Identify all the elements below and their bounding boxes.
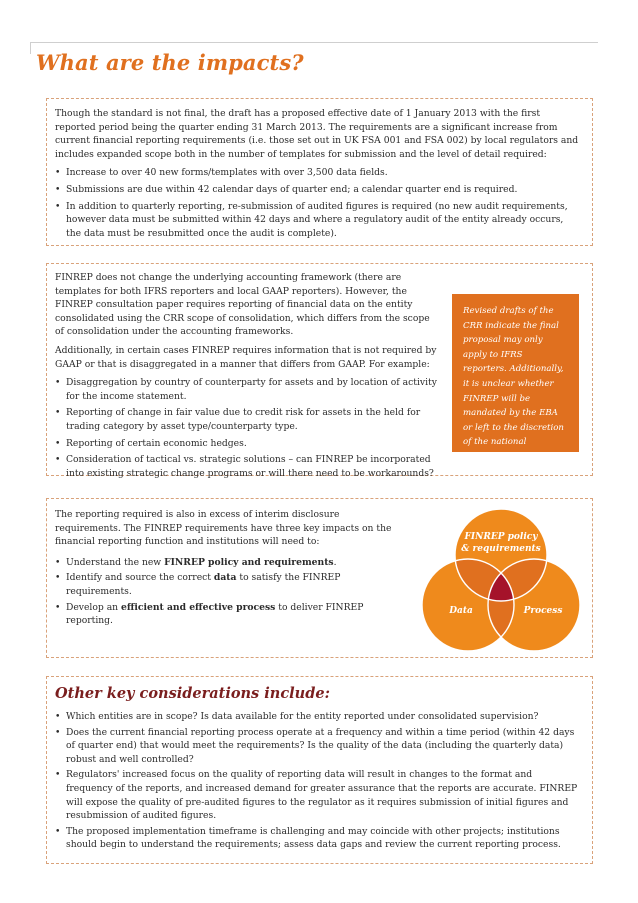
considerations-bullet-list [55,710,580,852]
list-item: • Reporting of certain economic hedges. [55,437,439,451]
bullet-emphasis: efficient and effective process [121,601,276,613]
list-item [55,571,405,598]
list-item: • Regulators' increased focus on the quality of reporting data will result in changes to the format and frequency of the reports, and increased demand for greater assurance that the reports are accurate. FINREP will expose the quality of pre-audited figures to the regulator as it requires submission of initial figures and resubmission of audited figures. [55,768,580,822]
framework-paragraph-1: FINREP does not change the underlying accounting framework (there are templates for both IFRS reporters and local GAAP reporters). However, the FINREP consultation paper requires reporting of financial data on the entity consolidated using the CRR scope of consolidation, which differs from the scope of consolidation under the accounting frameworks. [55,272,430,338]
list-item: • Consideration of tactical vs. strategic solutions – can FINREP be incorporated into existing strategic change programs or will there need to be workarounds? [55,453,439,480]
reporting-bullet-list [55,556,405,628]
list-item: • Increase to over 40 new forms/templates with over 3,500 data fields. [55,166,580,180]
page-title: What are the impacts? [36,50,304,75]
bullet-text: . [333,556,337,568]
bullet-text: to deliver FINREP reporting. [66,601,364,627]
callout-note: Revised drafts of the CRR indicate the final proposal may only apply to IFRS reporters. Additionally, it is unclear whether FINREP will be mandated by the EBA or left to the discretion of the national regulators. [452,294,579,452]
top-rule-tick [30,42,31,54]
considerations-title: Other key considerations include: [55,685,330,702]
venn-diagram [416,505,586,655]
list-item: • In addition to quarterly reporting, re-submission of audited figures is required (no new audit requirements, however data must be submitted within 42 days and where a regulatory audit of the entity already occurs, the data must be resubmitted once the audit is complete). [55,200,580,241]
bullet-emphasis: data [213,572,237,584]
list-item: • Submissions are due within 42 calendar days of quarter end; a calendar quarter end is required. [55,183,580,197]
bullet-text: to satisfy the FINREP requirements. [66,572,341,597]
venn-label-policy-line2: & requirements [461,544,541,554]
list-item: • Which entities are in scope? Is data available for the entity reported under consolidated supervision? [55,710,580,724]
top-rule [30,42,598,43]
reporting-text-column [55,508,405,628]
bullet-text: Identify and source the correct [66,572,214,584]
venn-label-policy-line1: FINREP policy [464,532,538,542]
venn-label-data: Data [449,606,473,616]
list-item: • The proposed implementation timeframe is challenging and may coincide with other projects; institutions should begin to understand the requirements; assess data gaps and review the current reporting process. [55,825,580,852]
list-item [55,556,405,570]
list-item: • Reporting of change in fair value due to credit risk for assets in the held for trading category by asset type/counterparty type. [55,406,439,433]
list-item: • Does the current financial reporting process operate at a frequency and within a time period (within 42 days of quarter end) that would meet the requirements? Is the quality of the data (including the quarterly data) robust and well controlled? [55,726,580,767]
framework-bullet-list [55,376,439,480]
intro-box [46,98,593,246]
framework-text-column [55,271,439,480]
bullet-text: Understand the new [66,556,165,568]
venn-label-process: Process [523,606,563,616]
list-item [55,601,405,628]
reporting-intro: The reporting required is also in excess of interim disclosure requirements. The FINREP requirements have three key impacts on the financial reporting function and institutions will need to: [55,509,392,548]
list-item: • Disaggregation by country of counterparty for assets and by location of activity for the income statement. [55,376,439,403]
bullet-text: Develop an [66,601,122,613]
intro-paragraph: Though the standard is not final, the draft has a proposed effective date of 1 January 2013 with the first reported period being the quarter ending 31 March 2013. The requirements are a significant increase from current financial reporting requirements (i.e. those set out in UK FSA 001 and FSA 002) by local regulators and includes expanded scope both in the number of templates for submission and the level of detail required: [55,108,579,160]
bullet-emphasis: FINREP policy and requirements [164,556,334,568]
considerations-box [46,676,593,864]
intro-bullet-list [55,166,580,240]
framework-paragraph-2: Additionally, in certain cases FINREP requires information that is not required by GAAP or that is disaggregated in a manner that differs from GAAP. For example: [55,344,437,370]
